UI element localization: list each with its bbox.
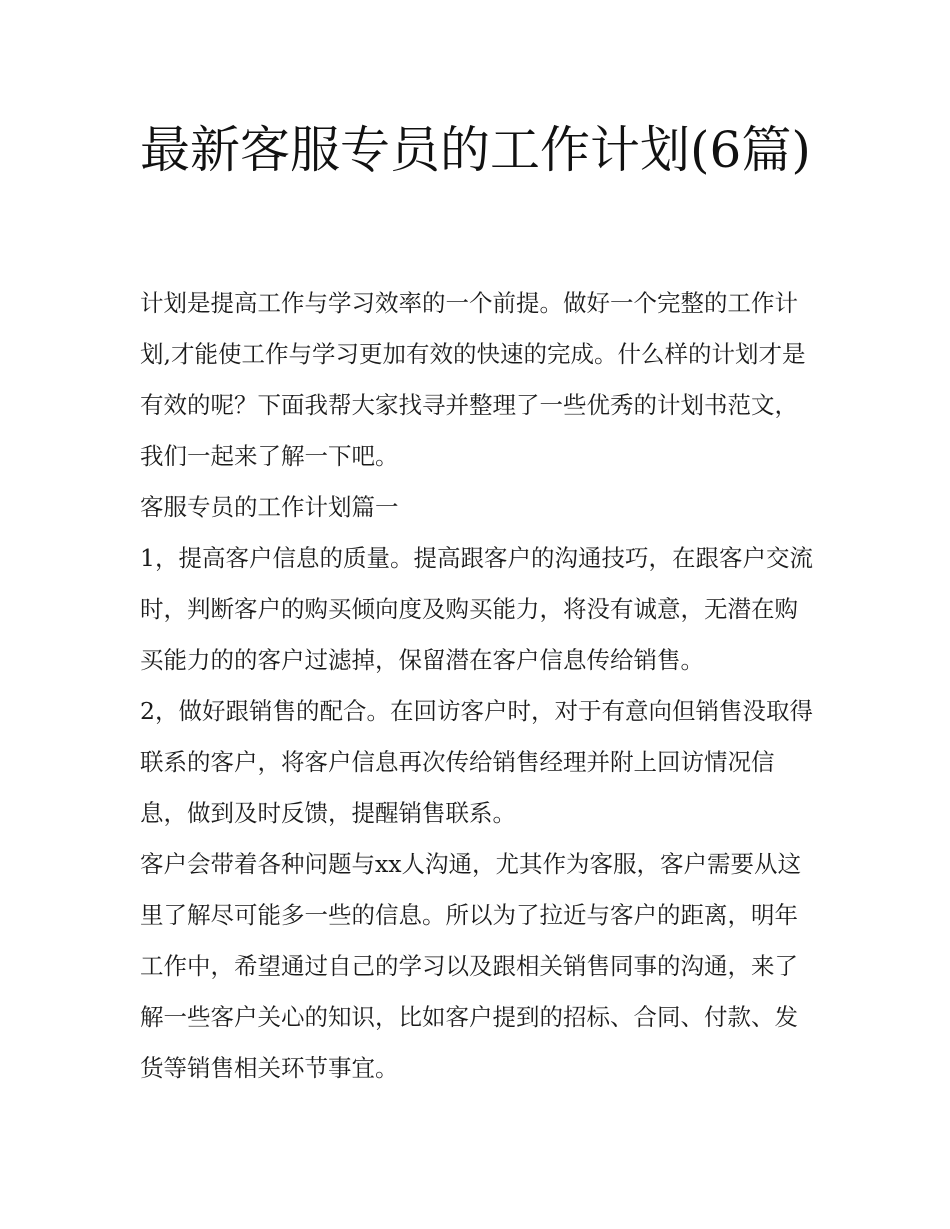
section-heading: 客服专员的工作计划篇一: [140, 493, 399, 521]
closing-paragraph: 客户会带着各种问题与xx人沟通，尤其作为客服，客户需要从这里了解尽可能多一些的信息。所以为了拉近与客户的距离，明年工作中，希望通过自己的学习以及跟相关销售同事的沟通，来了解一些客户关心的知识，比如客户提到的招标、合同、付款、发货等销售相关环节事宜。: [140, 850, 802, 1082]
document-body: [140, 278, 820, 1094]
item-paragraph-2: 2，做好跟销售的配合。在回访客户时，对于有意向但销售没取得联系的客户，将客户信息再次传给销售经理并附上回访情况信息，做到及时反馈，提醒销售联系。: [140, 697, 813, 827]
document-title: 最新客服专员的工作计划(6篇): [140, 121, 811, 179]
item-paragraph-1: 1，提高客户信息的质量。提高跟客户的沟通技巧，在跟客户交流时，判断客户的购买倾向度及购买能力，将没有诚意，无潜在购买能力的的客户过滤掉，保留潜在客户信息传给销售。: [140, 544, 813, 674]
intro-paragraph: 计划是提高工作与学习效率的一个前提。做好一个完整的工作计划,才能使工作与学习更加有效的快速的完成。什么样的计划才是有效的呢？下面我帮大家找寻并整理了一些优秀的计划书范文，我们一起来了解一下吧。: [140, 289, 806, 470]
